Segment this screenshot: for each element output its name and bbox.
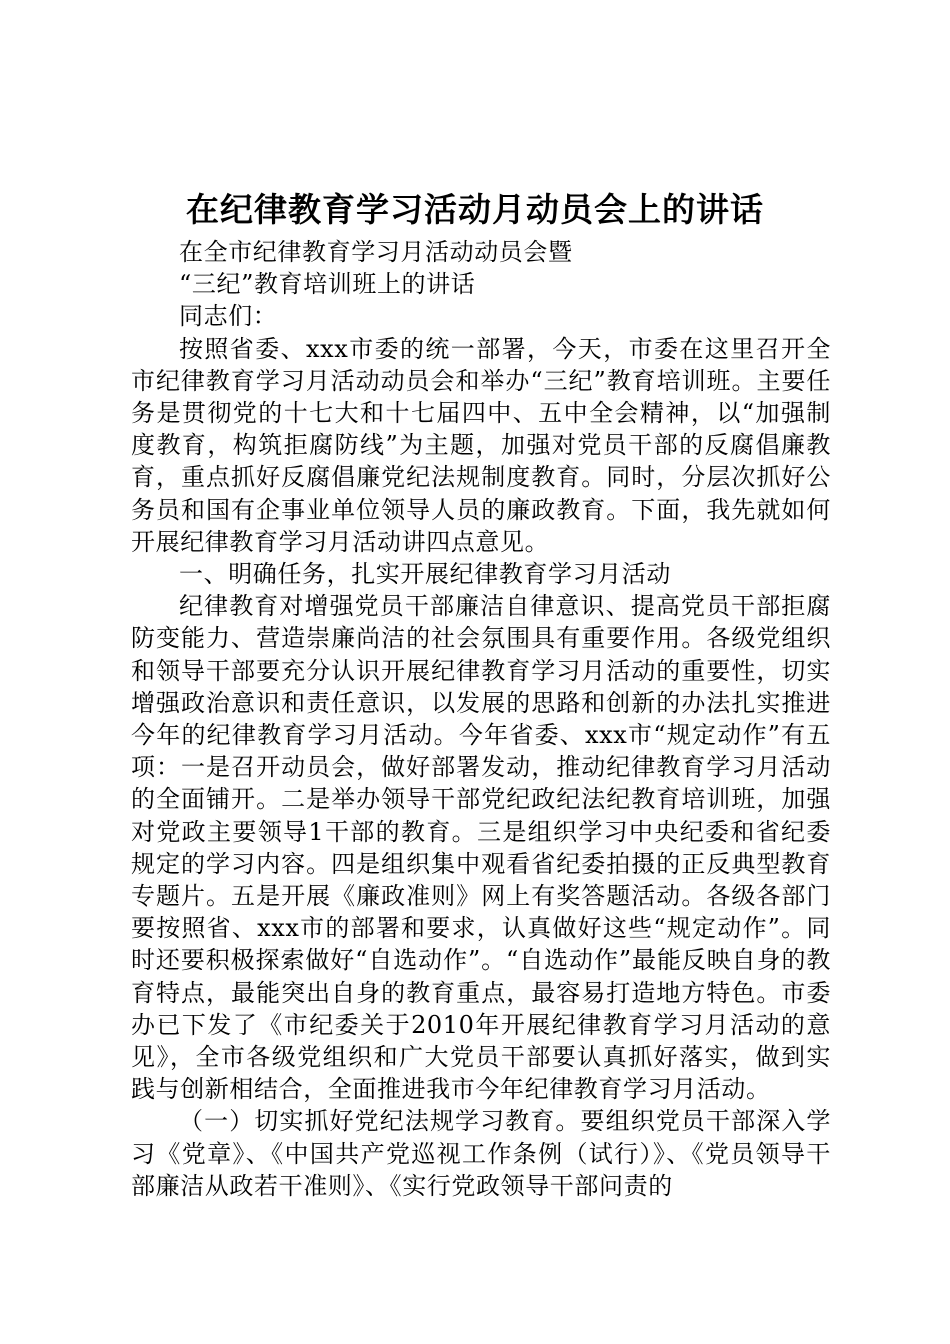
subtitle-line-1: 在全市纪律教育学习月活动动员会暨	[179, 238, 573, 266]
document-title: 在纪律教育学习活动月动员会上的讲话	[186, 190, 764, 229]
section-heading-1: 一、明确任务，扎实开展纪律教育学习月活动	[179, 560, 671, 589]
salutation: 同志们：	[179, 302, 278, 331]
document-body	[131, 236, 831, 1202]
paragraph-intro: 按照省委、xxx市委的统一部署，今天，市委在这里召开全市纪律教育学习月活动动员会和举办“三纪”教育培训班。主要任务是贯彻党的十七大和十七届四中、五中全会精神，以“加强制度教育，构筑拒腐防线”为主题，加强对党员干部的反腐倡廉教育，重点抓好反腐倡廉党纪法规制度教育。同时，分层次抓好公务员和国有企事业单位领导人员的廉政教育。下面，我先就如何开展纪律教育学习月活动讲四点意见。	[131, 334, 831, 556]
subtitle-line-2: “三纪”教育培训班上的讲话	[179, 270, 476, 299]
paragraph-subsection-1: （一）切实抓好党纪法规学习教育。要组织党员干部深入学习《党章》、《中国共产党巡视工作条例（试行）》、《党员领导干部廉洁从政若干准则》、《实行党政领导干部问责的	[131, 1107, 831, 1200]
paragraph-section-1: 纪律教育对增强党员干部廉洁自律意识、提高党员干部拒腐防变能力、营造崇廉尚洁的社会氛围具有重要作用。各级党组织和领导干部要充分认识开展纪律教育学习月活动的重要性，切实增强政治意识和责任意识，以发展的思路和创新的办法扎实推进今年的纪律教育学习月活动。今年省委、xxx市“规定动作”有五项：一是召开动员会，做好部署发动，推动纪律教育学习月活动的全面铺开。二是举办领导干部党纪政纪法纪教育培训班，加强对党政主要领导1干部的教育。三是组织学习中央纪委和省纪委规定的学习内容。四是组织集中观看省纪委拍摄的正反典型教育专题片。五是开展《廉政准则》网上有奖答题活动。各级各部门要按照省、xxx市的部署和要求，认真做好这些“规定动作”。同时还要积极探索做好“自选动作”。“自选动作”最能反映自身的教育特点，最能突出自身的教育重点，最容易打造地方特色。市委办已下发了《市纪委关于2010年开展纪律教育学习月活动的意见》，全市各级党组织和广大党员干部要认真抓好落实，做到实践与创新相结合，全面推进我市今年纪律教育学习月活动。	[131, 592, 831, 1104]
